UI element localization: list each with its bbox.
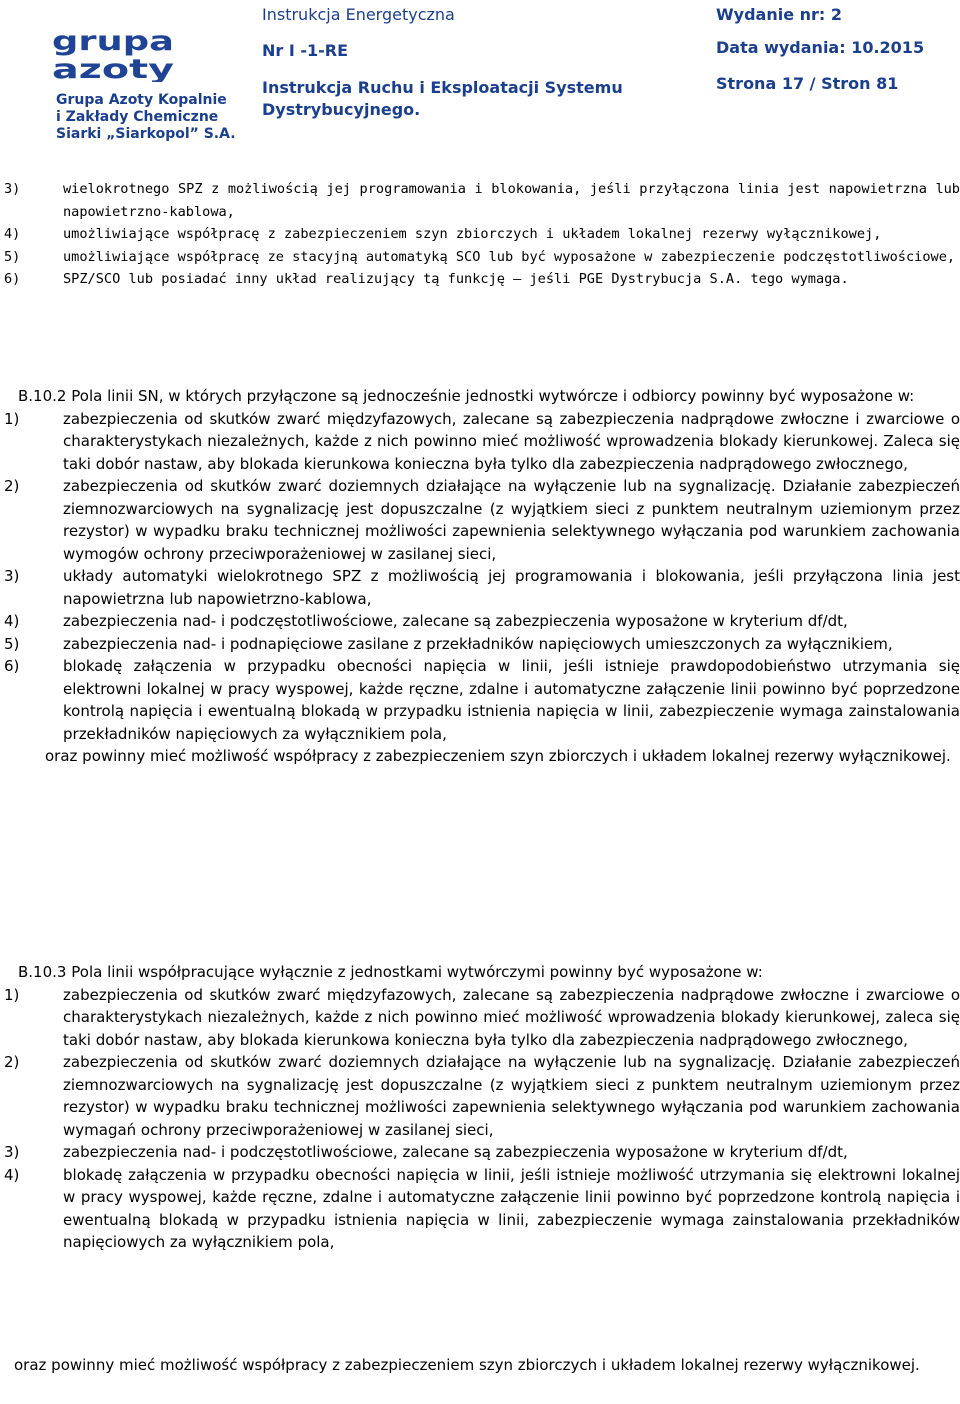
list-text: blokadę załączenia w przypadku obecności napięcia w linii, jeśli istnieje możliwość utrzymania się elektrowni lokalnej w pracy wyspowej, każde ręczne, zdalne i automatyczne załączenie linii powinno być poprzedzone kontrolą napięcia i ewentualną blokadą w przypadku istnienia napięcia w linii, zabezpieczenie wymaga zainstalowania przekładników napięciowych za wyłącznikiem pola, <box>63 1165 960 1251</box>
section-number: B.10.3 <box>18 963 67 981</box>
list-number: 5) <box>4 248 21 265</box>
list-number: 2) <box>4 1053 20 1071</box>
section-heading <box>4 385 960 408</box>
list-number: 5) <box>4 634 20 653</box>
section-heading <box>4 961 960 984</box>
company-line: Grupa Azoty Kopalnie <box>56 92 227 108</box>
section-closing: oraz powinny mieć możliwość współpracy z zabezpieczeniem szyn zbiorczych i układem lokalnej rezerwy wyłącznikowej. <box>45 747 951 765</box>
list-text: zabezpieczenia nad- i podnapięciowe zasilane z przekładników napięciowych umieszczonych za wyłącznikiem, <box>63 634 893 653</box>
list-item <box>4 610 960 633</box>
list-number: 6) <box>4 657 20 675</box>
list-text: zabezpieczenia od skutków zwarć międzyfazowych, zalecane są zabezpieczenia nadprądowe zwłoczne i zwarciowe o charakterystykach niezależnych, każde z nich powinno mieć możliwość wprowadzenia blokady kierunkowej. Zaleca się taki dobór nastaw, aby blokada kierunkowa konieczna była tylko dla zabezpieczenia nadprądowego zwłocznego, <box>63 409 960 473</box>
list-text: zabezpieczenia od skutków zwarć międzyfazowych, zalecane są zabezpieczenia nadprądowe zwłoczne i zwarciowe o charakterystykach niezależnych, każde z nich powinno mieć możliwość wprowadzenia blokady kierunkowej, zaleca się taki dobór nastaw, aby blokada kierunkowa konieczna była tylko dla zabezpieczenia nadprądowego zwłocznego, <box>63 985 960 1049</box>
list-number: 3) <box>4 181 21 197</box>
list-text: wielokrotnego SPZ z możliwością jej programowania i blokowania, jeśli przyłączona linia jest napowietrzna lub napowietrzno-kablowa, <box>63 181 960 220</box>
list-item <box>4 268 960 291</box>
grupa-azoty-logo <box>52 26 176 82</box>
list-number: 3) <box>4 1143 20 1161</box>
list-number: 4) <box>4 226 21 242</box>
list-item <box>4 1164 960 1254</box>
page-number: Strona 17 / Stron 81 <box>716 74 899 93</box>
list-text: zabezpieczenia nad- i podczęstotliwościowe, zalecane są zabezpieczenia wyposażone w kryterium df/dt, <box>63 1143 848 1161</box>
company-line: Siarki „Siarkopol” S.A. <box>56 126 236 142</box>
company-line: i Zakłady Chemiczne <box>56 109 219 125</box>
document-number: Nr I -1-RE <box>262 41 349 60</box>
svg-text:grupa: grupa <box>52 26 174 57</box>
list-text: umożliwiające współpracę z zabezpieczeniem szyn zbiorczych i układem lokalnej rezerwy wyłącznikowej, <box>63 226 882 242</box>
section-number: B.10.2 <box>18 387 67 405</box>
list-item <box>4 655 960 745</box>
section-b-10-2 <box>4 385 960 768</box>
section-heading-text: Pola linii SN, w których przyłączone są jednocześnie jednostki wytwórcze i odbiorcy powinny być wyposażone w: <box>71 387 915 405</box>
top-list <box>4 178 960 291</box>
list-item <box>4 1051 960 1141</box>
list-item <box>4 475 960 565</box>
list-item <box>4 984 960 1052</box>
list-number: 4) <box>4 612 20 630</box>
list-text: zabezpieczenia od skutków zwarć doziemnych działające na wyłączenie lub na sygnalizację. Działanie zabezpieczeń ziemnozwarciowych na sygnalizację jest dopuszczalne (z wyjątkiem sieci z punktem neutralnym uziemionym przez rezystor) w wypadku braku technicznej możliwości zapewnienia selektywnego wyłączania pod warunkiem zachowania wymogów ochrony przeciwporażeniowej w zasilanej sieci, <box>63 477 960 563</box>
edition-number: Wydanie nr: 2 <box>716 5 843 24</box>
list-text: SPZ/SCO lub posiadać inny układ realizujący tą funkcję – jeśli PGE Dystrybucja S.A. tego wymaga. <box>63 271 849 287</box>
list-number: 3) <box>4 567 20 585</box>
section-heading-text: Pola linii współpracujące wyłącznie z jednostkami wytwórczymi powinny być wyposażone w: <box>71 963 763 981</box>
list-number: 1) <box>4 985 20 1004</box>
document-subtitle-line1: Instrukcja Ruchu i Eksploatacji Systemu <box>262 78 623 97</box>
list-item <box>4 246 960 269</box>
list-item <box>4 178 960 223</box>
issue-date: Data wydania: 10.2015 <box>716 38 925 57</box>
section-closing: oraz powinny mieć możliwość współpracy z zabezpieczeniem szyn zbiorczych i układem lokalnej rezerwy wyłącznikowej. <box>14 1356 920 1374</box>
list-text: układy automatyki wielokrotnego SPZ z możliwością jej programowania i blokowania, jeśli przyłączona linia jest napowietrzna lub napowietrzno-kablowa, <box>63 567 960 608</box>
section-b-10-3 <box>4 961 960 1254</box>
document-title: Instrukcja Energetyczna <box>262 5 455 24</box>
list-number: 6) <box>4 271 21 287</box>
list-item <box>4 223 960 246</box>
document-subtitle-line2: Dystrybucyjnego. <box>262 100 421 119</box>
list-text: zabezpieczenia nad- i podczęstotliwościowe, zalecane są zabezpieczenia wyposażone w kryterium df/dt, <box>63 612 848 630</box>
list-text: zabezpieczenia od skutków zwarć doziemnych działające na wyłączenie lub na sygnalizację. Działanie zabezpieczeń ziemnozwarciowych na sygnalizację jest dopuszczalne (z wyjątkiem sieci z punktem neutralnym uziemionym przez rezystor) w wypadku braku technicznej możliwości zapewnienia selektywnego wyłączania pod warunkiem zachowania wymagań ochrony przeciwporażeniowej w zasilanej sieci, <box>63 1053 960 1139</box>
list-item <box>4 633 960 656</box>
svg-text:azoty: azoty <box>52 54 175 82</box>
list-text: umożliwiające współpracę ze stacyjną automatyką SCO lub być wyposażone w zabezpieczenie podczęstotliwościowe, <box>63 248 956 265</box>
list-item <box>4 565 960 610</box>
list-item <box>4 408 960 476</box>
list-item <box>4 1141 960 1164</box>
list-number: 4) <box>4 1165 20 1184</box>
list-text: blokadę załączenia w przypadku obecności napięcia w linii, jeśli istnieje prawdopodobieństwo utrzymania się elektrowni lokalnej w pracy wyspowej, każde ręczne, zdalne i automatyczne załączenie linii powinno być poprzedzone kontrolą napięcia i ewentualną blokadą w przypadku istnienia napięcia w linii, zabezpieczenie wymaga zainstalowania przekładników napięciowych za wyłącznikiem pola, <box>63 657 960 743</box>
list-number: 2) <box>4 477 20 495</box>
list-number: 1) <box>4 409 20 428</box>
company-name <box>56 92 236 143</box>
